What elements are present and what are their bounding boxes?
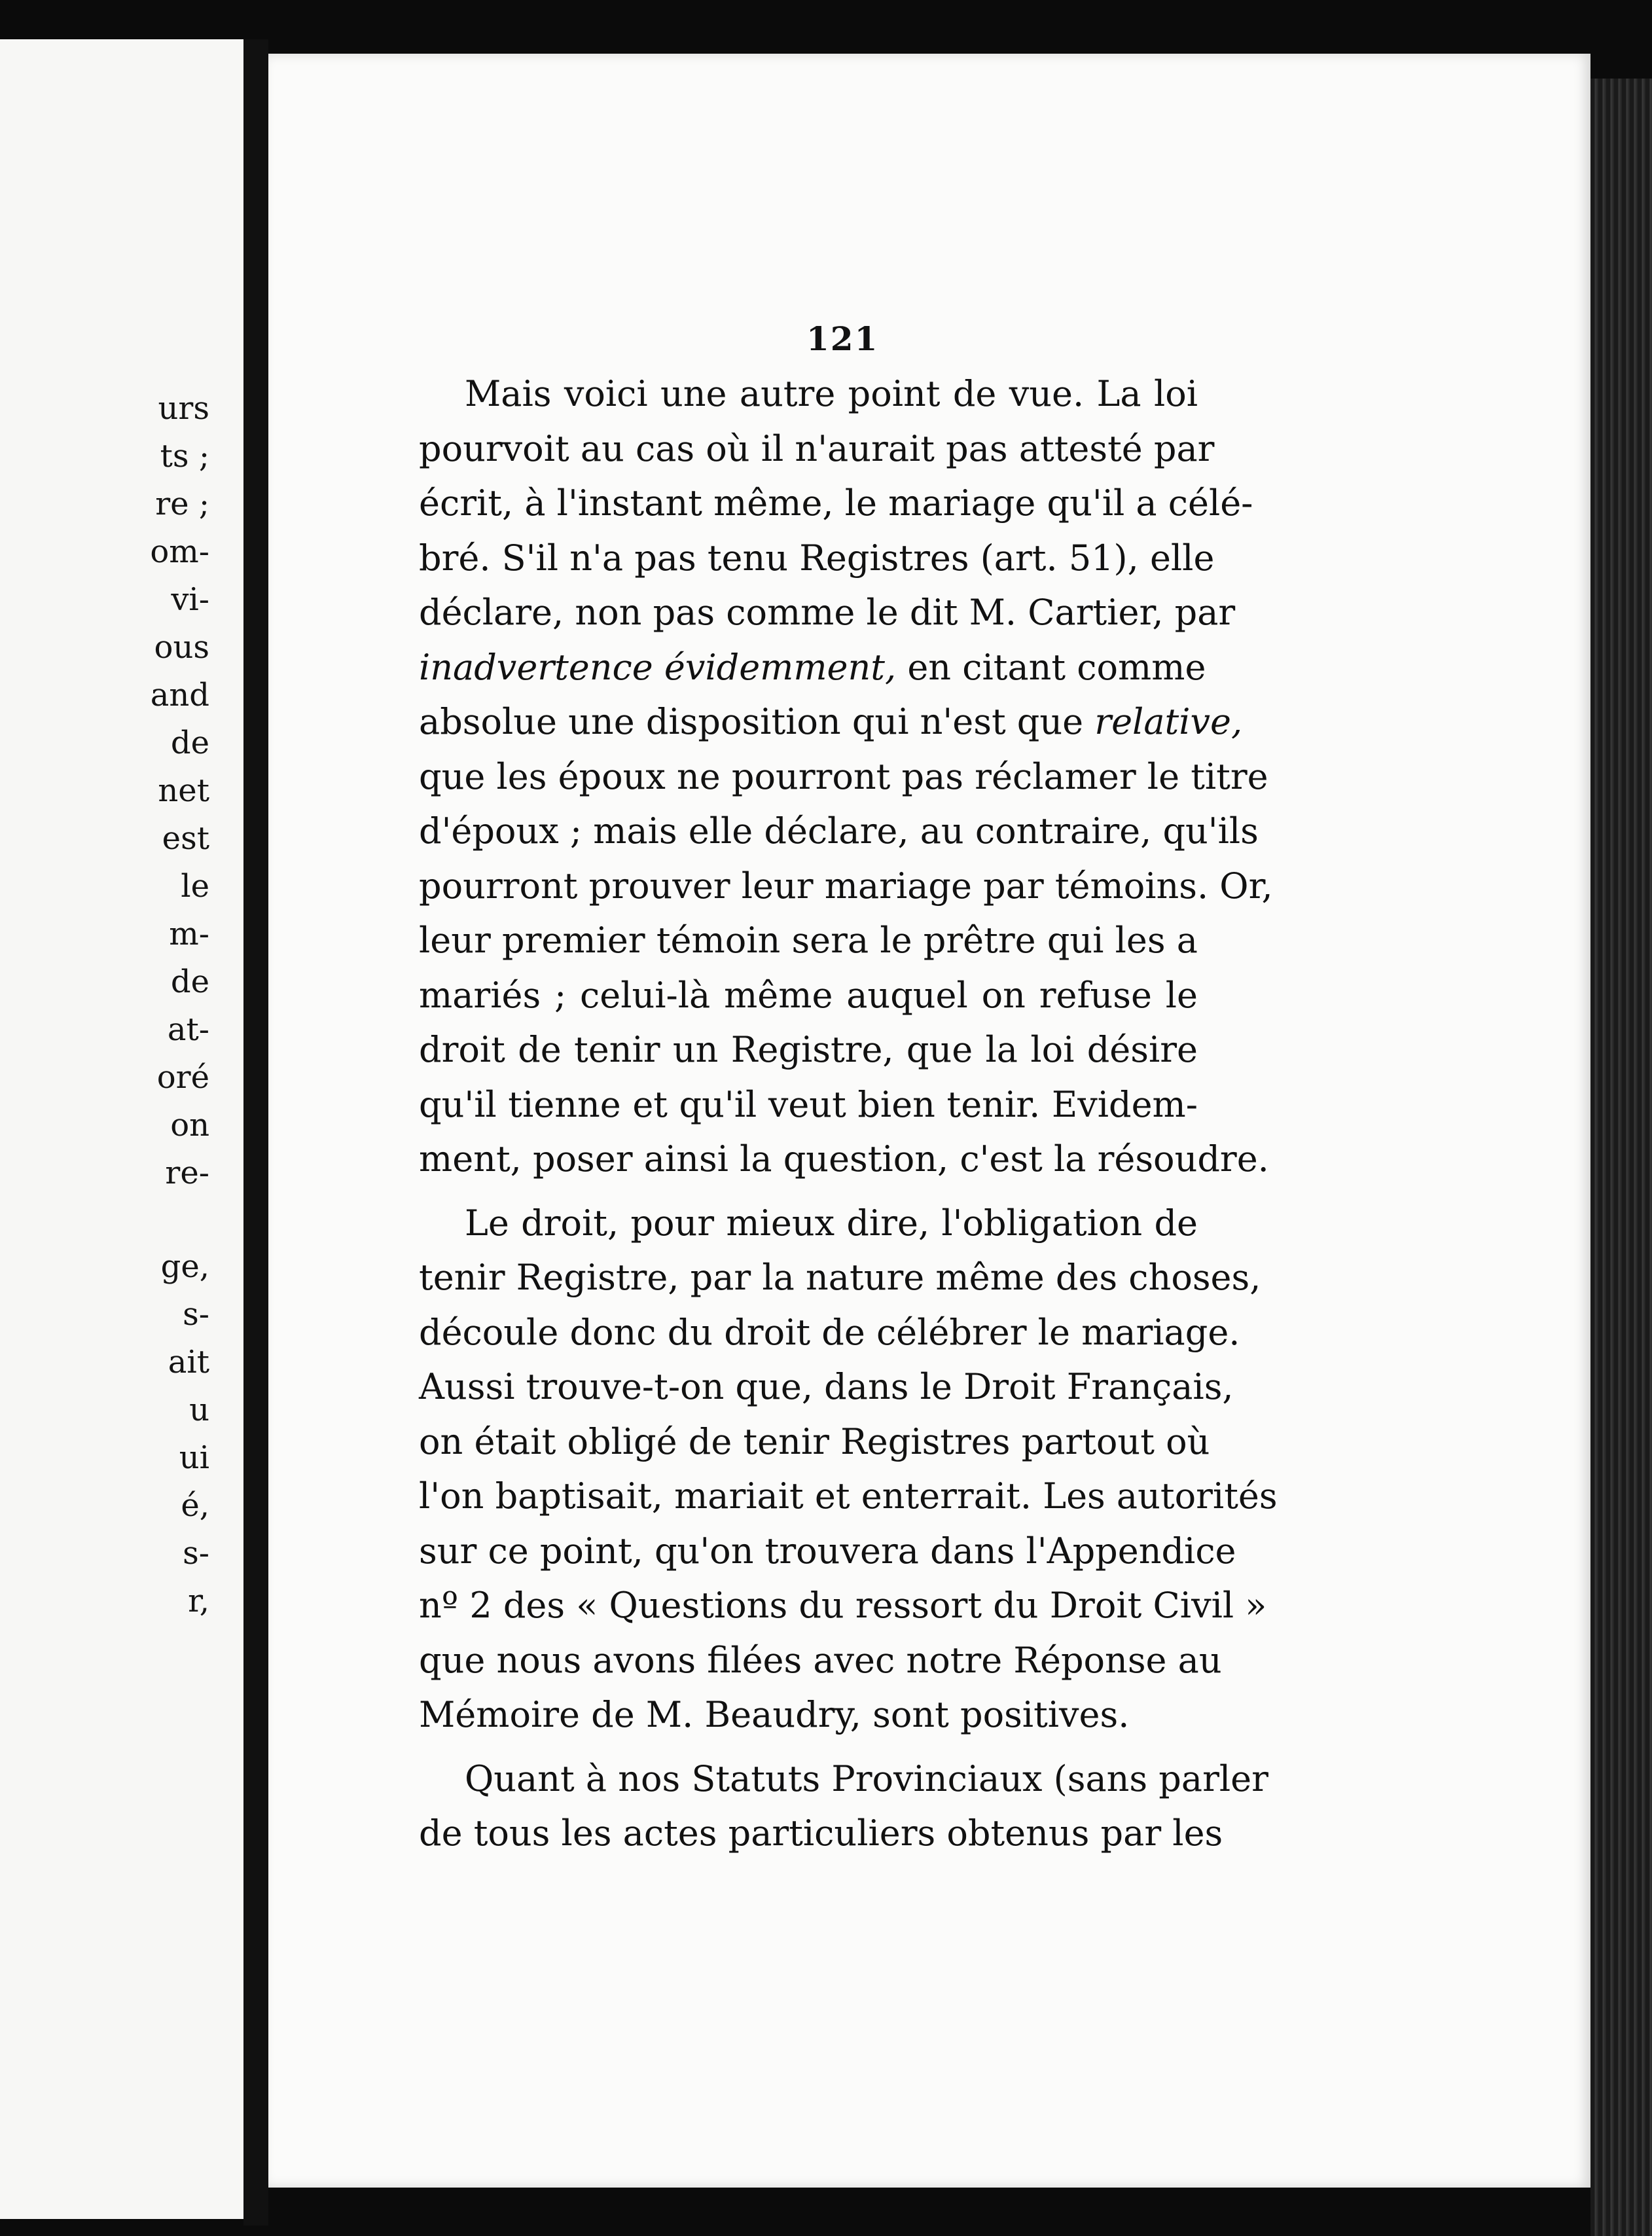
text-line: pourront prouver leur mariage par témoins. Or, bbox=[419, 865, 1273, 907]
text-segment: absolue une disposition qui n'est que bbox=[419, 701, 1095, 742]
italic-text: relative, bbox=[1094, 701, 1243, 742]
text-line: que nous avons filées avec notre Réponse au bbox=[419, 1639, 1222, 1681]
text-line bbox=[419, 640, 1206, 695]
left-facing-page bbox=[0, 39, 243, 2219]
left-page-fragment: s- bbox=[183, 1296, 209, 1333]
page-number: 121 bbox=[806, 319, 879, 358]
text-line: découle donc du droit de célébrer le mariage. bbox=[419, 1311, 1240, 1353]
left-page-fragment: de bbox=[170, 725, 209, 761]
left-page-fragment: ait bbox=[168, 1344, 209, 1380]
left-page-fragment: m- bbox=[169, 916, 209, 952]
left-page-fragment: re- bbox=[165, 1155, 209, 1191]
text-segment: en citant comme bbox=[896, 646, 1206, 688]
left-page-fragment: ous bbox=[154, 629, 209, 666]
text-line: déclare, non pas comme le dit M. Cartier, par bbox=[419, 592, 1236, 633]
left-page-fragment: r, bbox=[188, 1583, 209, 1619]
text-line bbox=[419, 694, 1243, 749]
text-line: de tous les actes particuliers obtenus par les bbox=[419, 1812, 1223, 1854]
left-page-fragment: ge, bbox=[160, 1248, 209, 1285]
text-line: Mémoire de M. Beaudry, sont positives. bbox=[419, 1694, 1130, 1735]
text-line: Mais voici une autre point de vue. La loi bbox=[465, 373, 1198, 414]
text-line: d'époux ; mais elle déclare, au contraire, qu'ils bbox=[419, 810, 1259, 852]
text-line: bré. S'il n'a pas tenu Registres (art. 51), elle bbox=[419, 537, 1215, 579]
text-line: ment, poser ainsi la question, c'est la résoudre. bbox=[419, 1138, 1269, 1180]
text-line: nº 2 des « Questions du ressort du Droit Civil » bbox=[419, 1585, 1267, 1626]
left-page-fragment: s- bbox=[183, 1535, 209, 1572]
text-line: tenir Registre, par la nature même des choses, bbox=[419, 1257, 1261, 1298]
italic-text: inadvertence évidemment, bbox=[419, 646, 897, 688]
left-page-fragment: at- bbox=[167, 1011, 209, 1048]
text-line: on était obligé de tenir Registres partout où bbox=[419, 1420, 1210, 1462]
text-line: droit de tenir un Registre, que la loi désire bbox=[419, 1029, 1198, 1070]
left-page-fragment: urs bbox=[158, 390, 209, 427]
text-line: Quant à nos Statuts Provinciaux (sans parler bbox=[465, 1758, 1268, 1799]
text-line: mariés ; celui-là même auquel on refuse le bbox=[419, 974, 1198, 1016]
text-line: pourvoit au cas où il n'aurait pas attesté par bbox=[419, 427, 1215, 469]
text-line: que les époux ne pourront pas réclamer le titre bbox=[419, 755, 1268, 797]
text-line: écrit, à l'instant même, le mariage qu'il a célé- bbox=[419, 482, 1253, 524]
body-text bbox=[419, 367, 1278, 1861]
left-page-fragment: net bbox=[158, 772, 209, 809]
text-line: Le droit, pour mieux dire, l'obligation de bbox=[465, 1202, 1198, 1244]
left-page-fragment: and bbox=[150, 677, 209, 713]
text-line: sur ce point, qu'on trouvera dans l'Appendice bbox=[419, 1530, 1236, 1572]
left-page-fragment: est bbox=[162, 820, 209, 857]
left-page-fragment: oré bbox=[156, 1059, 209, 1096]
left-page-fragment: re ; bbox=[155, 486, 209, 522]
left-page-fragment: ui bbox=[179, 1439, 209, 1476]
left-page-fragment: de bbox=[170, 964, 209, 1000]
left-page-fragment: é, bbox=[181, 1487, 209, 1524]
left-page-fragment: u bbox=[189, 1392, 209, 1428]
left-page-fragment: on bbox=[170, 1107, 209, 1144]
text-line: leur premier témoin sera le prêtre qui les a bbox=[419, 920, 1198, 961]
left-page-fragment: le bbox=[181, 868, 209, 905]
text-line: Aussi trouve-t-on que, dans le Droit Français, bbox=[419, 1366, 1234, 1407]
left-page-fragment: om- bbox=[150, 533, 209, 570]
text-line: qu'il tienne et qu'il veut bien tenir. Evidem- bbox=[419, 1083, 1198, 1125]
left-page-fragment: vi- bbox=[171, 581, 209, 618]
text-line: l'on baptisait, mariait et enterrait. Les autorités bbox=[419, 1475, 1278, 1517]
left-page-fragment: ts ; bbox=[160, 438, 209, 475]
book-gutter bbox=[243, 39, 268, 2226]
page-edge-stack bbox=[1590, 79, 1652, 2236]
